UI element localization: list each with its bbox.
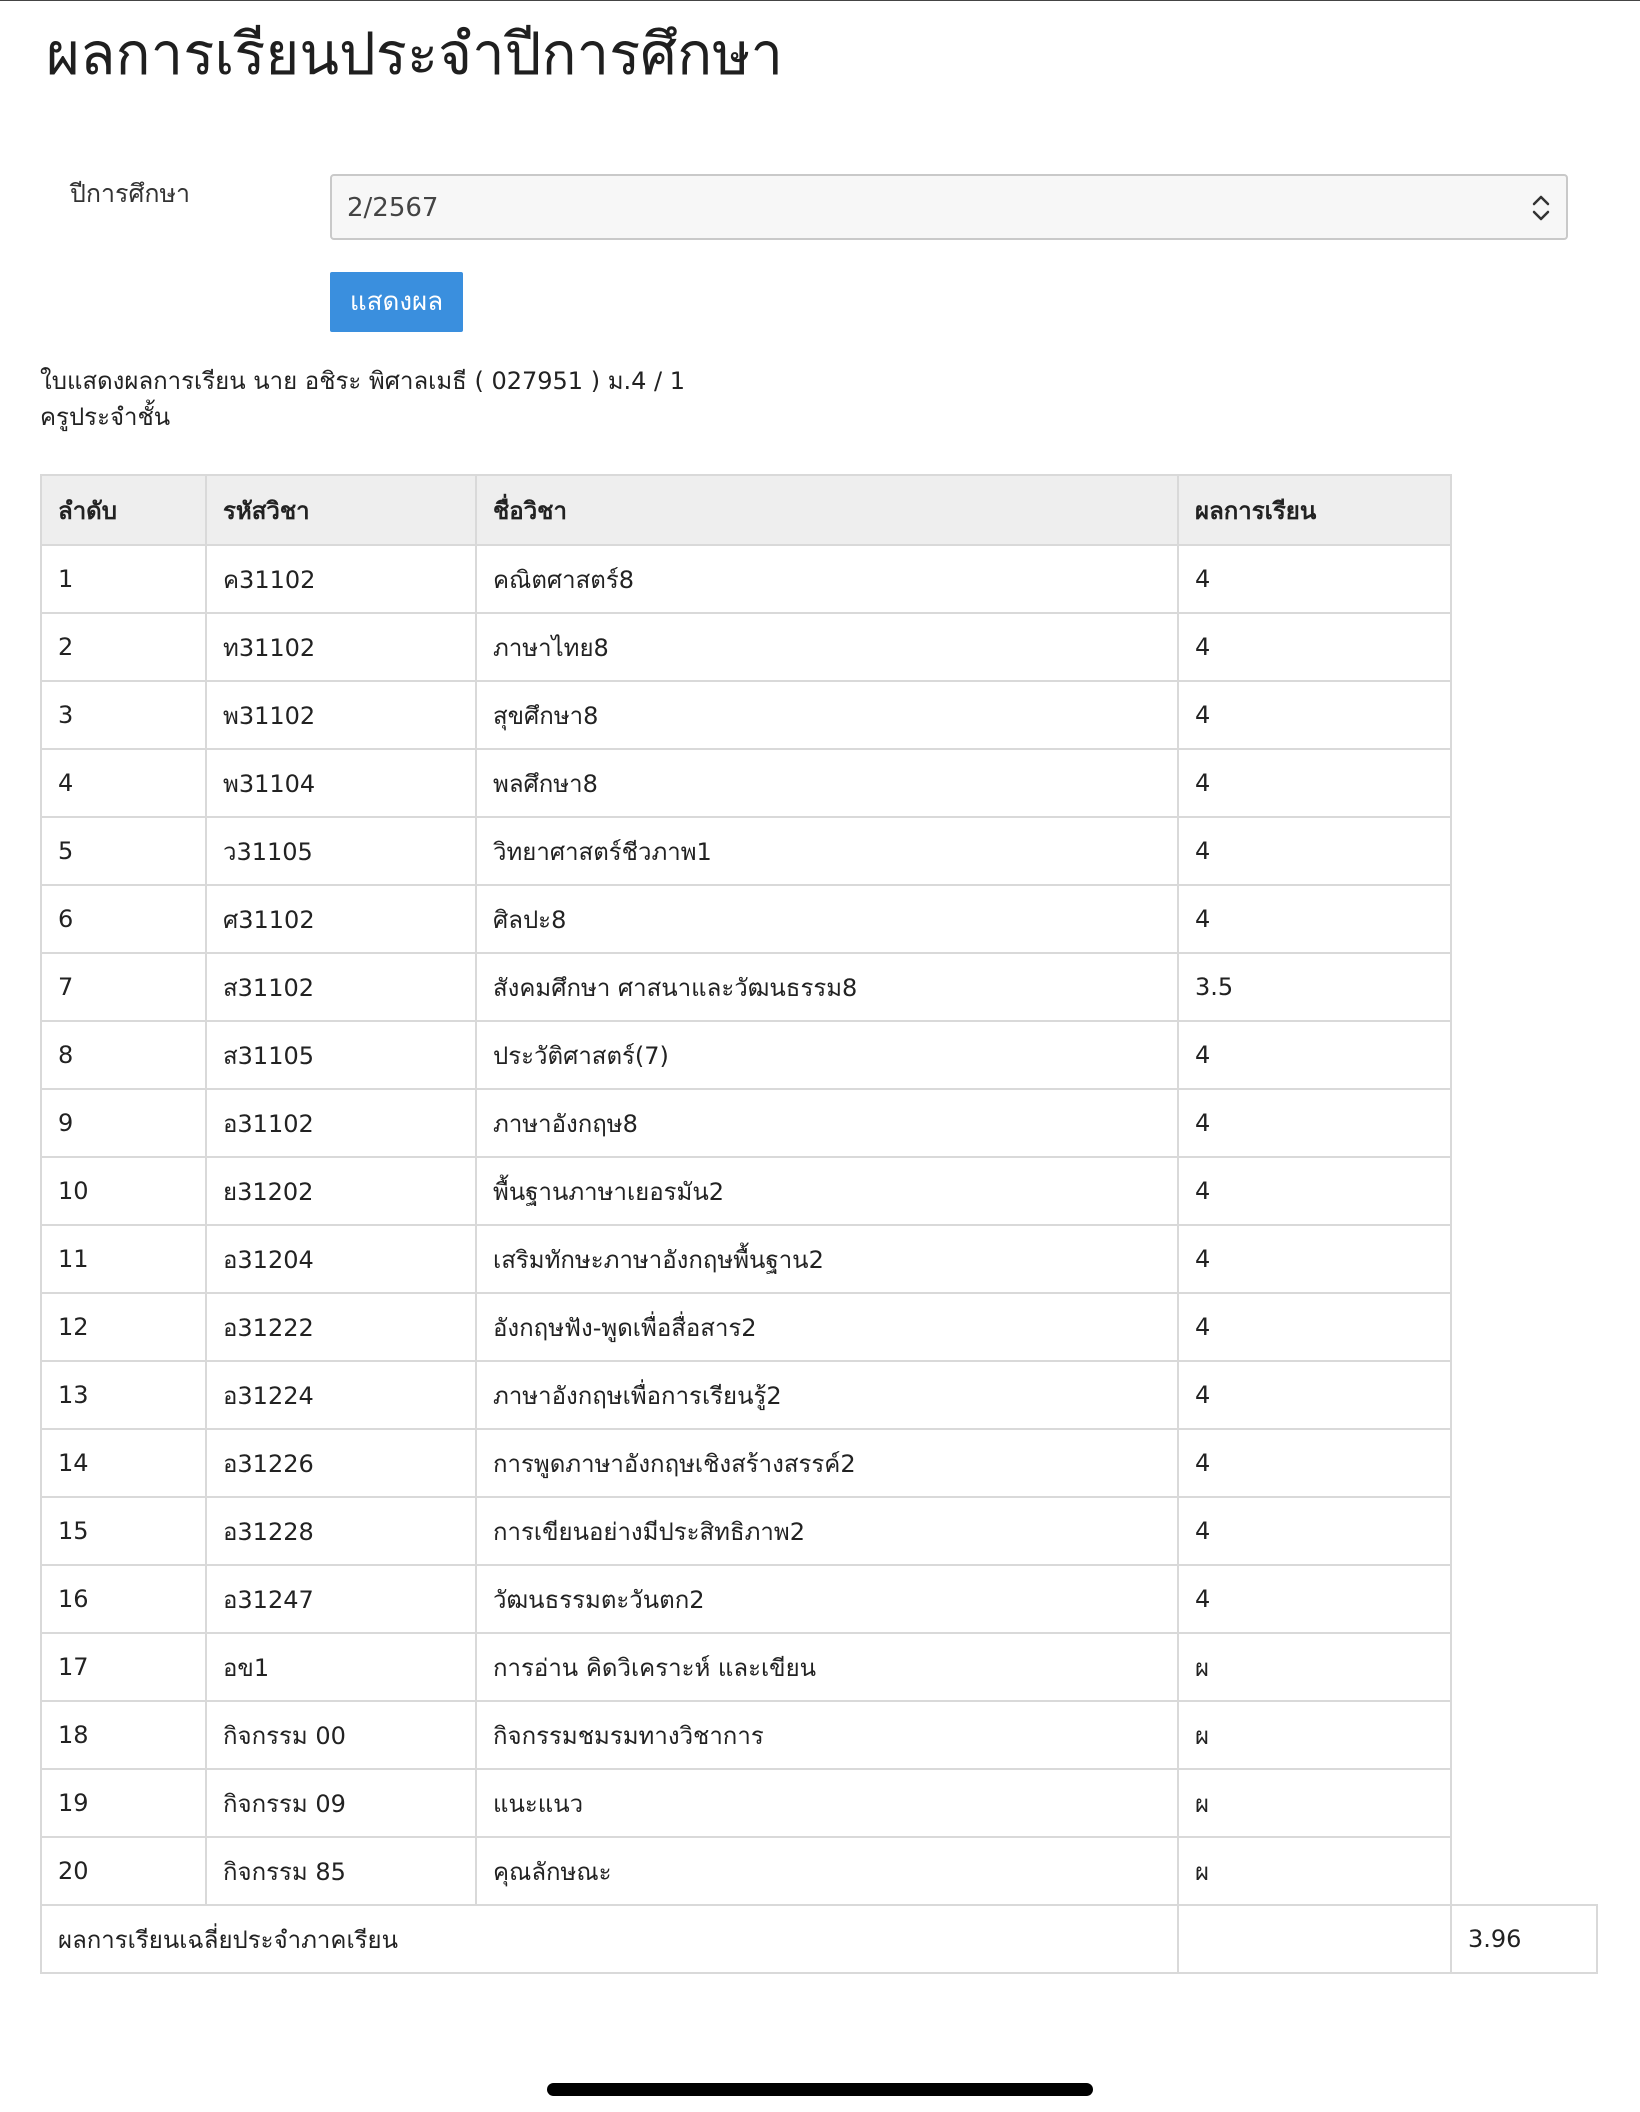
row-name: วัฒนธรรมตะวันตก2: [476, 1565, 1178, 1633]
row-code: อ31204: [206, 1225, 476, 1293]
table-row: [41, 885, 1597, 953]
summary-empty: [1178, 1905, 1451, 1973]
table-row: [41, 1769, 1597, 1837]
summary-value: 3.96: [1451, 1905, 1597, 1973]
row-grade: ผ: [1178, 1633, 1451, 1701]
row-no: 18: [41, 1701, 206, 1769]
table-row: [41, 1497, 1597, 1565]
row-blank: [1451, 1225, 1597, 1293]
row-no: 5: [41, 817, 206, 885]
row-no: 3: [41, 681, 206, 749]
row-blank: [1451, 1021, 1597, 1089]
row-grade: 4: [1178, 1565, 1451, 1633]
row-code: ศ31102: [206, 885, 476, 953]
row-name: เสริมทักษะภาษาอังกฤษพื้นฐาน2: [476, 1225, 1178, 1293]
row-blank: [1451, 1565, 1597, 1633]
row-name: ภาษาอังกฤษเพื่อการเรียนรู้2: [476, 1361, 1178, 1429]
table-row: [41, 817, 1597, 885]
year-select-value: 2/2567: [347, 193, 439, 223]
row-no: 19: [41, 1769, 206, 1837]
row-grade: 4: [1178, 1089, 1451, 1157]
row-code: ส31102: [206, 953, 476, 1021]
row-blank: [1451, 885, 1597, 953]
table-row: [41, 681, 1597, 749]
table-row: [41, 1361, 1597, 1429]
row-grade: 4: [1178, 1361, 1451, 1429]
row-no: 16: [41, 1565, 206, 1633]
row-code: กิจกรรม 85: [206, 1837, 476, 1905]
summary-label: ผลการเรียนเฉลี่ยประจำภาคเรียน: [41, 1905, 1178, 1973]
row-name: การเขียนอย่างมีประสิทธิภาพ2: [476, 1497, 1178, 1565]
row-name: พลศึกษา8: [476, 749, 1178, 817]
row-name: คุณลักษณะ: [476, 1837, 1178, 1905]
table-row: [41, 1089, 1597, 1157]
row-grade: 4: [1178, 613, 1451, 681]
table-row: [41, 1429, 1597, 1497]
homeroom-teacher-label: ครูประจำชั้น: [40, 403, 171, 431]
row-blank: [1451, 817, 1597, 885]
row-blank: [1451, 1769, 1597, 1837]
row-blank: [1451, 1497, 1597, 1565]
header-code: รหัสวิชา: [206, 475, 476, 545]
summary-row: [41, 1905, 1597, 1973]
table-header-row: [41, 475, 1597, 545]
row-name: ประวัติศาสตร์(7): [476, 1021, 1178, 1089]
row-name: ภาษาอังกฤษ8: [476, 1089, 1178, 1157]
row-grade: 4: [1178, 1157, 1451, 1225]
table-row: [41, 1293, 1597, 1361]
student-info: ใบแสดงผลการเรียน นาย อชิระ พิศาลเมธี ( 027951 ) ม.4 / 1: [40, 367, 686, 395]
row-grade: 4: [1178, 1293, 1451, 1361]
header-grade: ผลการเรียน: [1178, 475, 1451, 545]
table-row: [41, 1633, 1597, 1701]
row-code: อ31247: [206, 1565, 476, 1633]
row-blank: [1451, 545, 1597, 613]
grades-body: [41, 545, 1597, 1905]
table-row: [41, 749, 1597, 817]
row-code: กิจกรรม 00: [206, 1701, 476, 1769]
row-code: ย31202: [206, 1157, 476, 1225]
row-no: 12: [41, 1293, 206, 1361]
row-blank: [1451, 1701, 1597, 1769]
row-blank: [1451, 1157, 1597, 1225]
row-no: 15: [41, 1497, 206, 1565]
row-grade: 4: [1178, 817, 1451, 885]
row-grade: 4: [1178, 1021, 1451, 1089]
grades-table: [40, 474, 1598, 1974]
row-no: 20: [41, 1837, 206, 1905]
row-no: 2: [41, 613, 206, 681]
row-blank: [1451, 1293, 1597, 1361]
row-code: พ31104: [206, 749, 476, 817]
table-row: [41, 613, 1597, 681]
row-grade: 4: [1178, 1429, 1451, 1497]
row-code: พ31102: [206, 681, 476, 749]
row-grade: 4: [1178, 885, 1451, 953]
row-code: อ31222: [206, 1293, 476, 1361]
row-name: แนะแนว: [476, 1769, 1178, 1837]
row-no: 13: [41, 1361, 206, 1429]
row-name: การพูดภาษาอังกฤษเชิงสร้างสรรค์2: [476, 1429, 1178, 1497]
row-blank: [1451, 613, 1597, 681]
home-indicator: [547, 2083, 1093, 2096]
row-code: อข1: [206, 1633, 476, 1701]
row-code: กิจกรรม 09: [206, 1769, 476, 1837]
row-name: อังกฤษฟัง-พูดเพื่อสื่อสาร2: [476, 1293, 1178, 1361]
row-name: พื้นฐานภาษาเยอรมัน2: [476, 1157, 1178, 1225]
row-blank: [1451, 749, 1597, 817]
table-row: [41, 1837, 1597, 1905]
row-no: 11: [41, 1225, 206, 1293]
row-name: ศิลปะ8: [476, 885, 1178, 953]
row-grade: ผ: [1178, 1701, 1451, 1769]
row-no: 4: [41, 749, 206, 817]
row-code: อ31224: [206, 1361, 476, 1429]
header-blank: [1451, 475, 1597, 545]
row-blank: [1451, 1089, 1597, 1157]
row-code: อ31226: [206, 1429, 476, 1497]
row-code: อ31102: [206, 1089, 476, 1157]
row-no: 8: [41, 1021, 206, 1089]
year-label: ปีการศึกษา: [70, 179, 190, 208]
row-code: ว31105: [206, 817, 476, 885]
row-name: วิทยาศาสตร์ชีวภาพ1: [476, 817, 1178, 885]
row-no: 10: [41, 1157, 206, 1225]
row-blank: [1451, 1837, 1597, 1905]
row-grade: 4: [1178, 1497, 1451, 1565]
table-row: [41, 1565, 1597, 1633]
row-code: อ31228: [206, 1497, 476, 1565]
chevron-updown-icon: [1526, 190, 1556, 226]
row-blank: [1451, 681, 1597, 749]
page-title: ผลการเรียนประจำปีการศึกษา: [46, 20, 784, 88]
row-name: การอ่าน คิดวิเคราะห์ และเขียน: [476, 1633, 1178, 1701]
top-border: [0, 0, 1640, 1]
table-row: [41, 545, 1597, 613]
header-name: ชื่อวิชา: [476, 475, 1178, 545]
table-row: [41, 1225, 1597, 1293]
show-results-button[interactable]: แสดงผล: [330, 272, 463, 332]
row-code: ท31102: [206, 613, 476, 681]
table-row: [41, 1701, 1597, 1769]
row-grade: 4: [1178, 1225, 1451, 1293]
row-no: 7: [41, 953, 206, 1021]
row-no: 6: [41, 885, 206, 953]
table-row: [41, 953, 1597, 1021]
row-grade: ผ: [1178, 1837, 1451, 1905]
table-row: [41, 1157, 1597, 1225]
row-code: ค31102: [206, 545, 476, 613]
row-grade: ผ: [1178, 1769, 1451, 1837]
header-no: ลำดับ: [41, 475, 206, 545]
row-blank: [1451, 1633, 1597, 1701]
row-no: 14: [41, 1429, 206, 1497]
row-blank: [1451, 953, 1597, 1021]
row-no: 17: [41, 1633, 206, 1701]
row-grade: 4: [1178, 749, 1451, 817]
row-name: กิจกรรมชมรมทางวิชาการ: [476, 1701, 1178, 1769]
row-grade: 4: [1178, 545, 1451, 613]
row-no: 9: [41, 1089, 206, 1157]
row-name: ภาษาไทย8: [476, 613, 1178, 681]
row-name: คณิตศาสตร์8: [476, 545, 1178, 613]
row-name: สุขศึกษา8: [476, 681, 1178, 749]
row-grade: 4: [1178, 681, 1451, 749]
row-blank: [1451, 1429, 1597, 1497]
row-name: สังคมศึกษา ศาสนาและวัฒนธรรม8: [476, 953, 1178, 1021]
row-code: ส31105: [206, 1021, 476, 1089]
row-grade: 3.5: [1178, 953, 1451, 1021]
table-row: [41, 1021, 1597, 1089]
row-blank: [1451, 1361, 1597, 1429]
row-no: 1: [41, 545, 206, 613]
year-select[interactable]: [330, 174, 1568, 240]
